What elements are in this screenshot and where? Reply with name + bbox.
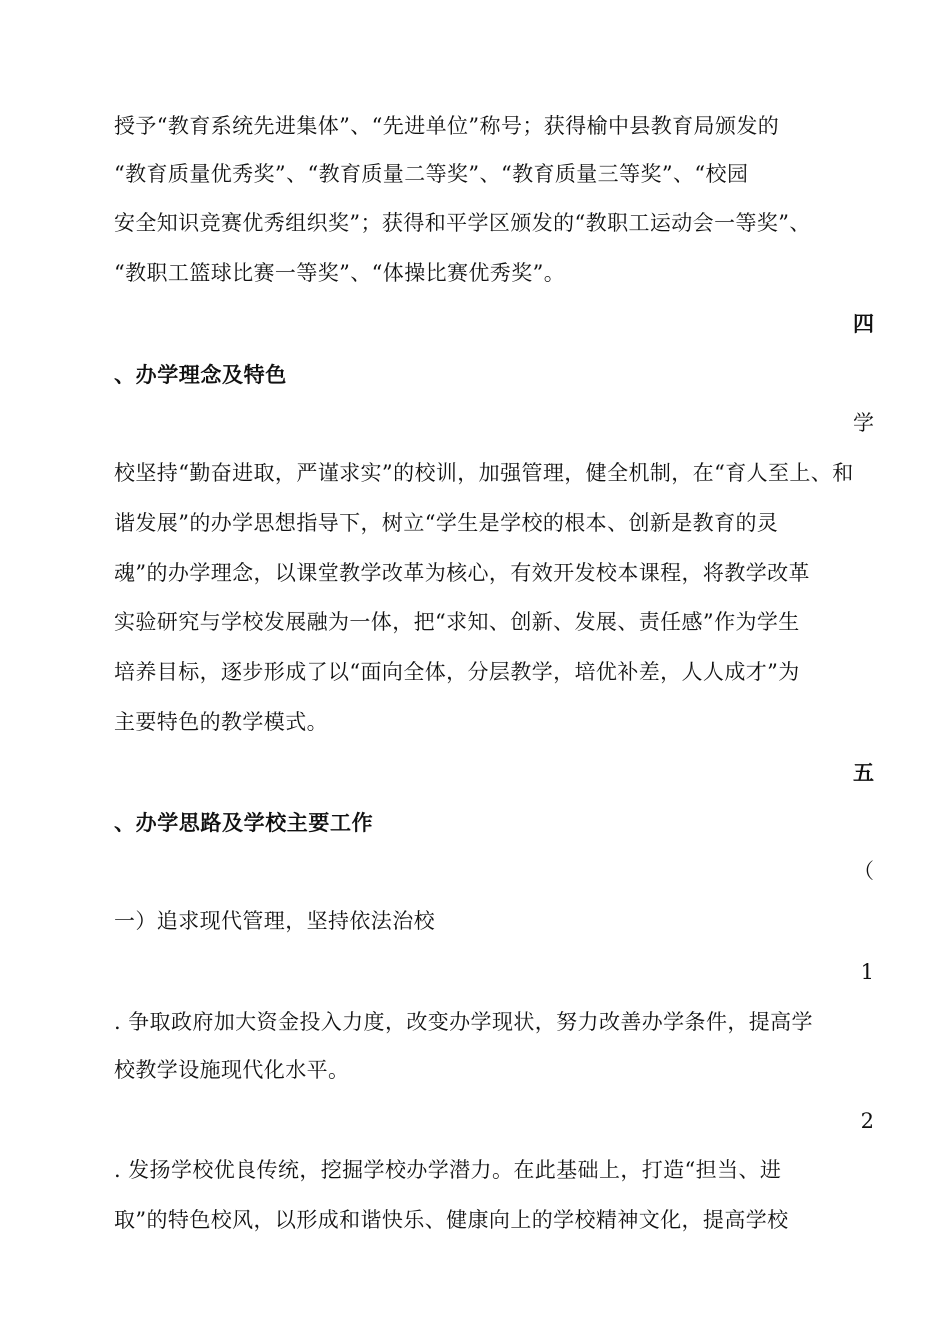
paragraph-line: 校坚持“勤奋进取，严谨求实”的校训，加强管理，健全机制，在“育人至上、和 [114,461,854,485]
section-heading: 、办学理念及特色 [114,363,287,387]
paragraph-line: . 发扬学校优良传统，挖掘学校办学潜力。在此基础上，打造“担当、进 [114,1158,782,1182]
paragraph-line: 取”的特色校风，以形成和谐快乐、健康向上的学校精神文化，提高学校 [114,1208,789,1232]
paragraph-line: 魂”的办学理念，以课堂教学改革为核心，有效开发校本课程，将教学改革 [114,561,810,585]
item-number: 2 [860,1109,874,1133]
paragraph-first-char: 学 [853,411,874,435]
paragraph-line: “教育质量优秀奖”、“教育质量二等奖”、“教育质量三等奖”、“校园 [114,162,749,186]
item-number: 1 [860,960,874,984]
paragraph-line: 培养目标，逐步形成了以“面向全体，分层教学，培优补差，人人成才”为 [114,660,800,684]
paragraph-line: 授予“教育系统先进集体”、“先进单位”称号；获得榆中县教育局颁发的 [114,114,780,138]
subsection-open-paren: （ [853,859,874,883]
section-heading: 、办学思路及学校主要工作 [114,811,374,835]
paragraph-line: “教职工篮球比赛一等奖”、“体操比赛优秀奖”。 [114,261,566,285]
paragraph-line: . 争取政府加大资金投入力度，改变办学现状，努力改善办学条件，提高学 [114,1010,813,1034]
section-number: 四 [853,312,874,336]
paragraph-line: 安全知识竞赛优秀组织奖”；获得和平学区颁发的“教职工运动会一等奖”、 [114,211,811,235]
paragraph-line: 主要特色的教学模式。 [114,710,328,734]
paragraph-line: 谐发展”的办学思想指导下，树立“学生是学校的根本、创新是教育的灵 [114,511,779,535]
paragraph-line: 校教学设施现代化水平。 [114,1058,350,1082]
subsection-heading: 一）追求现代管理，坚持依法治校 [114,909,435,933]
paragraph-line: 实验研究与学校发展融为一体，把“求知、创新、发展、责任感”作为学生 [114,610,800,634]
section-number: 五 [853,761,874,785]
